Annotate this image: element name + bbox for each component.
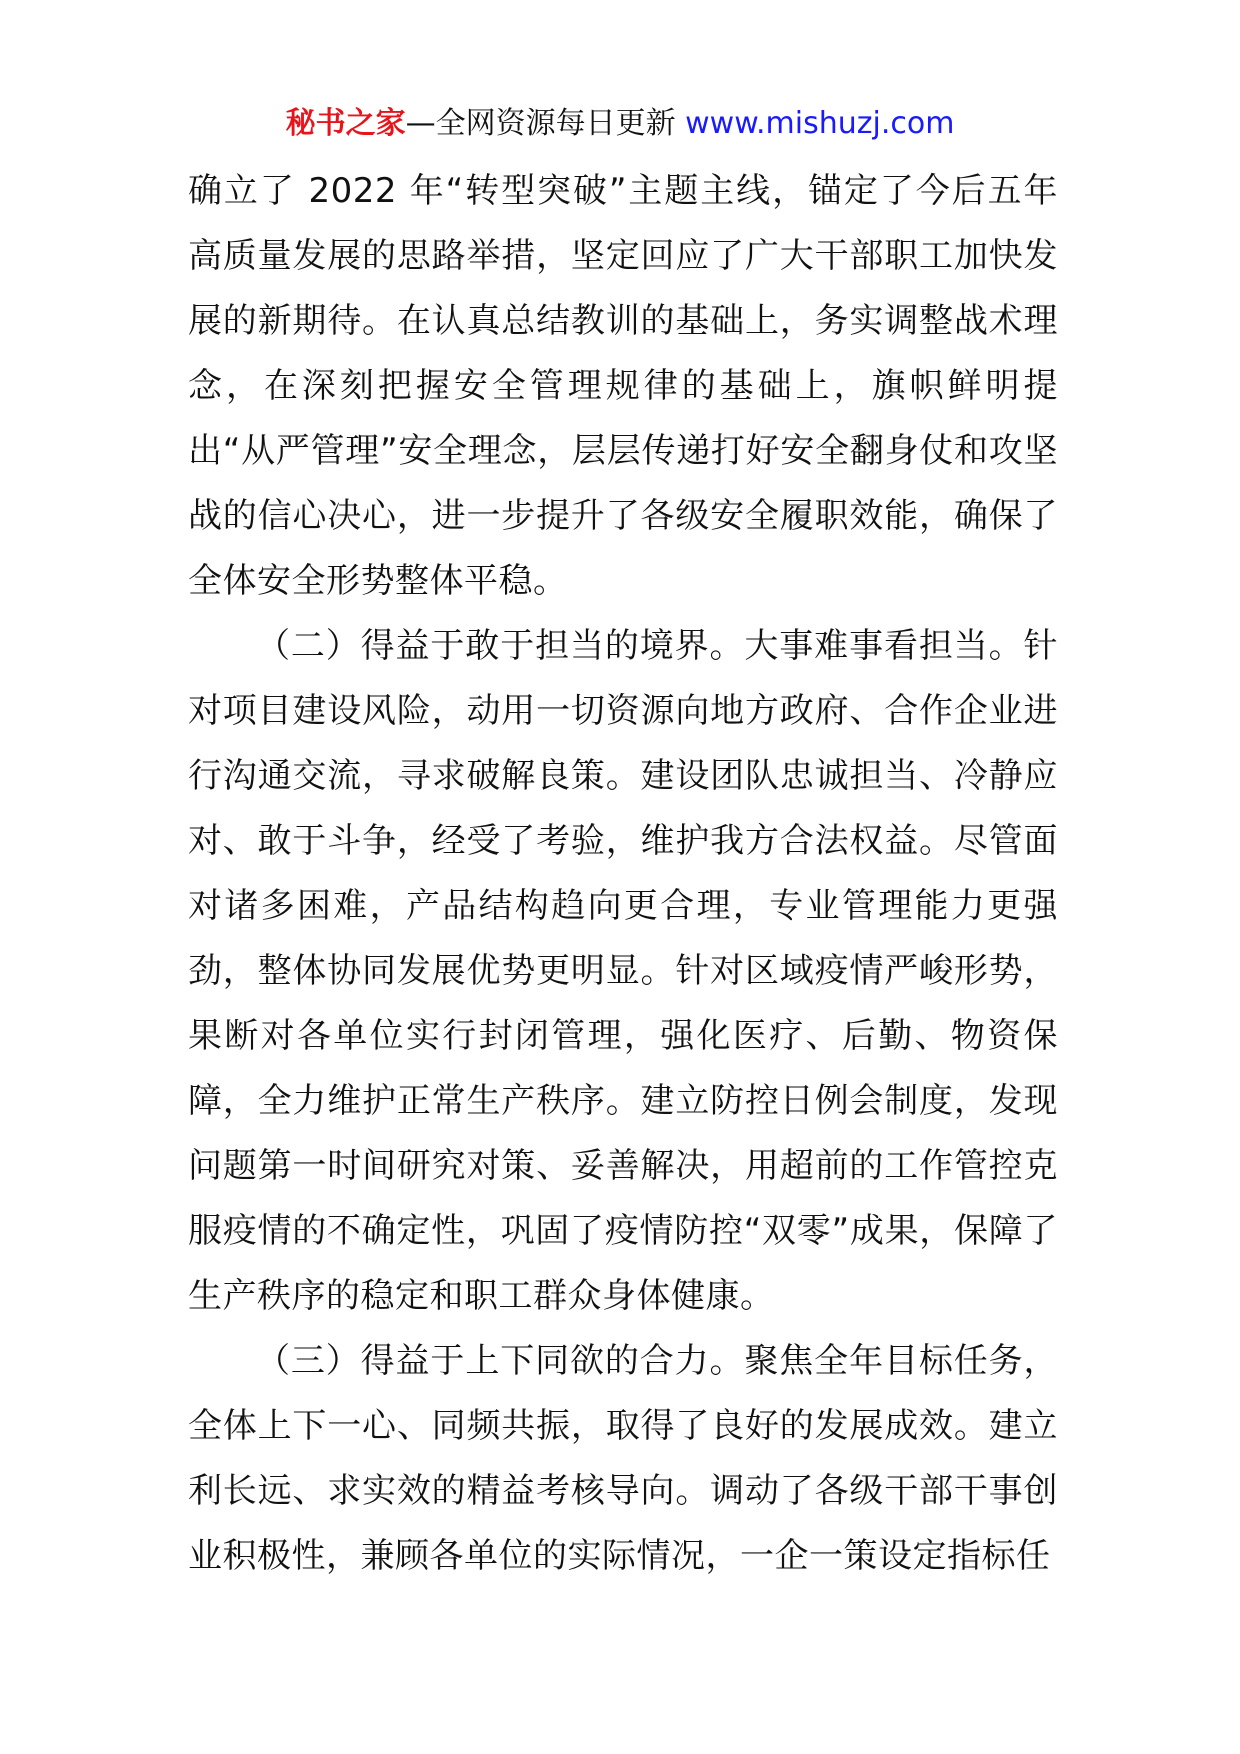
- paragraph-continued: 确立了 2022 年“转型突破”主题主线，锚定了今后五年高质量发展的思路举措，坚定回应了广大干部职工加快发展的新期待。在认真总结教训的基础上，务实调整战术理念，在深刻把握安全管理规律的基础上，旗帜鲜明提出“从严管理”安全理念，层层传递打好安全翻身仗和攻坚战的信心决心，进一步提升了各级安全履职效能，确保了全体安全形势整体平稳。: [188, 171, 1058, 601]
- site-url-link[interactable]: www.mishuzj.com: [685, 106, 955, 141]
- paragraph-section-3: （三）得益于上下同欲的合力。聚焦全年目标任务，全体上下一心、同频共振，取得了良好的发展成效。建立利长远、求实效的精益考核导向。调动了各级干部干事创业积极性，兼顾各单位的实际情况，一企一策设定指标任: [188, 1341, 1058, 1576]
- document-body: [188, 159, 1058, 1589]
- site-tagline: —全网资源每日更新: [405, 106, 676, 141]
- site-header: [0, 104, 1240, 144]
- site-brand: 秘书之家: [285, 106, 406, 141]
- paragraph-section-2: （二）得益于敢于担当的境界。大事难事看担当。针对项目建设风险，动用一切资源向地方政府、合作企业进行沟通交流，寻求破解良策。建设团队忠诚担当、冷静应对、敢于斗争，经受了考验，维护我方合法权益。尽管面对诸多困难，产品结构趋向更合理，专业管理能力更强劲，整体协同发展优势更明显。针对区域疫情严峻形势，果断对各单位实行封闭管理，强化医疗、后勤、物资保障，全力维护正常生产秩序。建立防控日例会制度，发现问题第一时间研究对策、妥善解决，用超前的工作管控克服疫情的不确定性，巩固了疫情防控“双零”成果，保障了生产秩序的稳定和职工群众身体健康。: [188, 626, 1058, 1316]
